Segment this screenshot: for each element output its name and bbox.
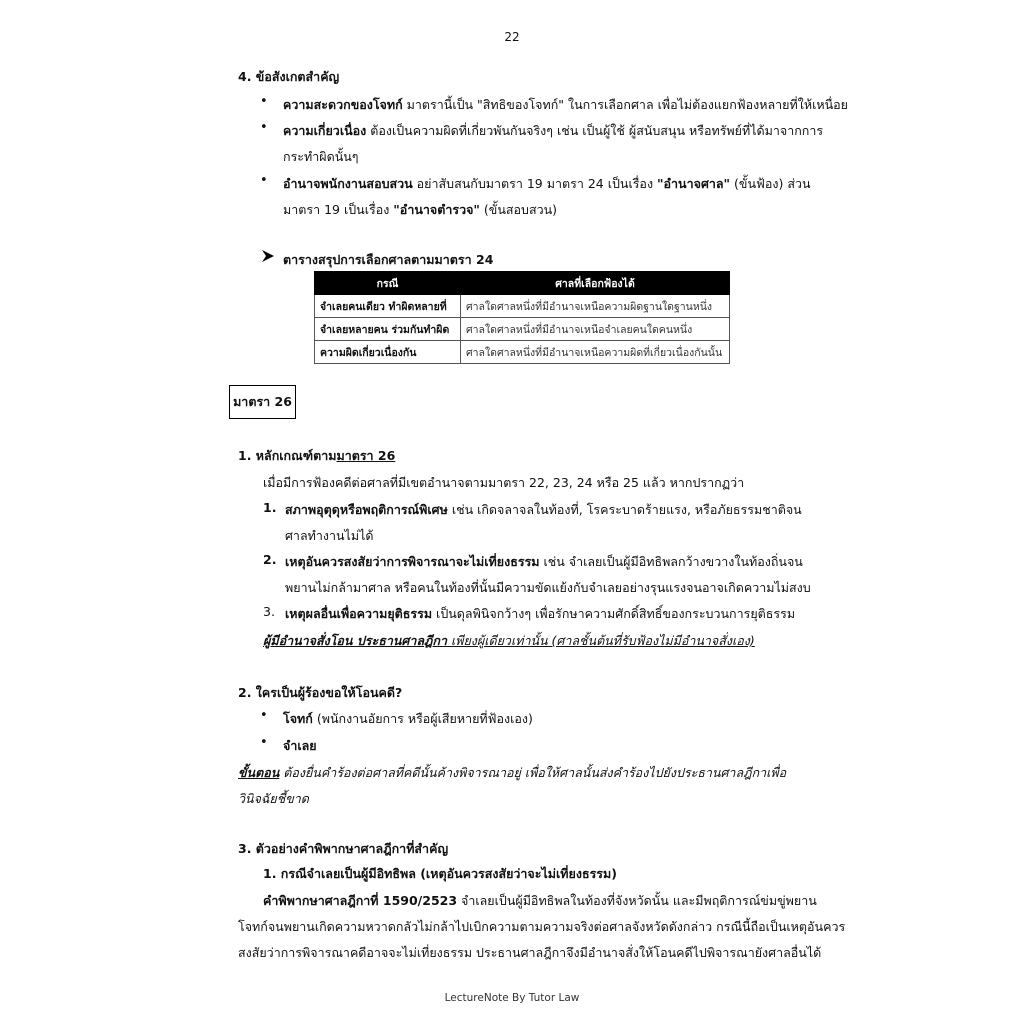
intro-text: เมื่อมีการฟ้องคดีต่อศาลที่มีเขตอำนาจตามมาตรา 22, 23, 24 หรือ 25 แล้ว หากปรากฏว่า <box>263 475 745 490</box>
summary-table <box>314 271 730 364</box>
table-header-row <box>315 272 730 295</box>
list-item: สภาพอุตุดุหรือพฤติการณ์พิเศษ เช่น เกิดจลาจลในท้องที่, โรคระบาดร้ายแรง, หรือภัยธรรมชาติจน <box>285 502 802 517</box>
section-heading-criteria: 1. หลักเกณฑ์ตามมาตรา 26 <box>238 448 396 463</box>
table-row <box>315 341 730 364</box>
list-item: เหตุผลอื่นเพื่อความยุติธรรม เป็นดุลพินิจกว้างๆ เพื่อรักษาความศักดิ์สิทธิ์ของกระบวนการยุติธรรม <box>285 606 796 621</box>
case-text-line: โจทก์จนพยานเกิดความหวาดกลัวไม่กล้าไปเบิกความตามความจริงต่อศาลจังหวัดดังกล่าว กรณีนี้ถือเป็นเหตุอันควร <box>238 919 846 934</box>
bullet-text: ความสะดวกของโจทก์ มาตรานี้เป็น "สิทธิของโจทก์" ในการเลือกศาล เพื่อไม่ต้องแยกฟ้องหลายที่ให้เหนื่อย <box>283 97 848 112</box>
table-header: กรณี <box>315 272 461 295</box>
bullet-icon: • <box>260 708 268 723</box>
table-cell: ความผิดเกี่ยวเนื่องกัน <box>315 341 461 364</box>
section-heading-who-requests: 2. ใครเป็นผู้ร้องขอให้โอนคดี? <box>238 685 403 700</box>
list-number: 3. <box>263 604 275 619</box>
footer: LectureNote By Tutor Law <box>444 992 580 1004</box>
table-cell: ศาลใดศาลหนึ่งที่มีอำนาจเหนือจำเลยคนใดคนหนึ่ง <box>461 318 730 341</box>
bullet-text: จำเลย <box>283 738 317 753</box>
list-item-continuation: ศาลทำงานไม่ได้ <box>285 528 374 543</box>
table-cell: จำเลยคนเดียว ทำผิดหลายที่ <box>315 295 461 318</box>
bullet-icon: • <box>260 735 268 750</box>
table-row <box>315 318 730 341</box>
transfer-authority-note: ผู้มีอำนาจสั่งโอน ประธานศาลฎีกา เพียงผู้เดียวเท่านั้น (ศาลชั้นต้นที่รับฟ้องไม่มีอำนาจสั่งเอง) <box>263 633 755 648</box>
table-cell: ศาลใดศาลหนึ่งที่มีอำนาจเหนือความผิดที่เกี่ยวเนื่องกันนั้น <box>461 341 730 364</box>
bullet-text: ความเกี่ยวเนื่อง ต้องเป็นความผิดที่เกี่ยวพันกันจริงๆ เช่น เป็นผู้ใช้ ผู้สนับสนุน หรือทรัพย์ที่ได้มาจากการ <box>283 123 824 138</box>
list-number: 2. <box>263 552 277 567</box>
bullet-text: อำนาจพนักงานสอบสวน อย่าสับสนกับมาตรา 19 มาตรา 24 เป็นเรื่อง "อำนาจศาล" (ขั้นฟ้อง) ส่วน <box>283 176 811 191</box>
list-item-continuation: พยานไม่กล้ามาศาล หรือคนในท้องที่นั้นมีความขัดแย้งกับจำเลยอย่างรุนแรงจนอาจเกิดความไม่สงบ <box>285 580 811 595</box>
bullet-icon: • <box>260 94 268 109</box>
bullet-icon: • <box>260 173 268 188</box>
table-header: ศาลที่เลือกฟ้องได้ <box>461 272 730 295</box>
case-subheading: 1. กรณีจำเลยเป็นผู้มีอิทธิพล (เหตุอันควรสงสัยว่าจะไม่เที่ยงธรรม) <box>263 866 617 881</box>
bullet-continuation: กระทำผิดนั้นๆ <box>283 149 359 164</box>
list-number: 1. <box>263 500 277 515</box>
case-text-line: สงสัยว่าการพิจารณาคดีอาจจะไม่เที่ยงธรรม ประธานศาลฎีกาจึงมีอำนาจสั่งให้โอนคดีไปพิจารณายังศาลอื่นได้ <box>238 945 822 960</box>
bullet-continuation: มาตรา 19 เป็นเรื่อง "อำนาจตำรวจ" (ขั้นสอบสวน) <box>283 202 558 217</box>
arrow-bullet-icon <box>260 248 276 267</box>
table-cell: จำเลยหลายคน ร่วมกันทำผิด <box>315 318 461 341</box>
list-item: เหตุอันควรสงสัยว่าการพิจารณาจะไม่เที่ยงธรรม เช่น จำเลยเป็นผู้มีอิทธิพลกว้างขวางในท้องถิ่นจน <box>285 554 803 569</box>
table-cell: ศาลใดศาลหนึ่งที่มีอำนาจเหนือความผิดฐานใดฐานหนึ่ง <box>461 295 730 318</box>
page-number: 22 <box>504 30 520 44</box>
procedure-continuation: วินิจฉัยชี้ขาด <box>238 791 309 806</box>
bullet-icon: • <box>260 120 268 135</box>
section-label-box: มาตรา 26 <box>229 385 296 419</box>
table-title: ตารางสรุปการเลือกศาลตามมาตรา 24 <box>283 252 494 267</box>
section-heading-case-examples: 3. ตัวอย่างคำพิพากษาศาลฎีกาที่สำคัญ <box>238 841 449 856</box>
bullet-text: โจทก์ (พนักงานอัยการ หรือผู้เสียหายที่ฟ้องเอง) <box>283 711 533 726</box>
case-text: คำพิพากษาศาลฎีกาที่ 1590/2523 จำเลยเป็นผู้มีอิทธิพลในท้องที่จังหวัดนั้น และมีพฤติการณ์ข่มขู่พยาน <box>263 893 817 908</box>
table-row <box>315 295 730 318</box>
section-heading-observations: 4. ข้อสังเกตสำคัญ <box>238 69 340 84</box>
procedure-text: ขั้นตอน ต้องยื่นคำร้องต่อศาลที่คดีนั้นค้างพิจารณาอยู่ เพื่อให้ศาลนั้นส่งคำร้องไปยังประธานศาลฎีกาเพื่อ <box>238 765 787 780</box>
